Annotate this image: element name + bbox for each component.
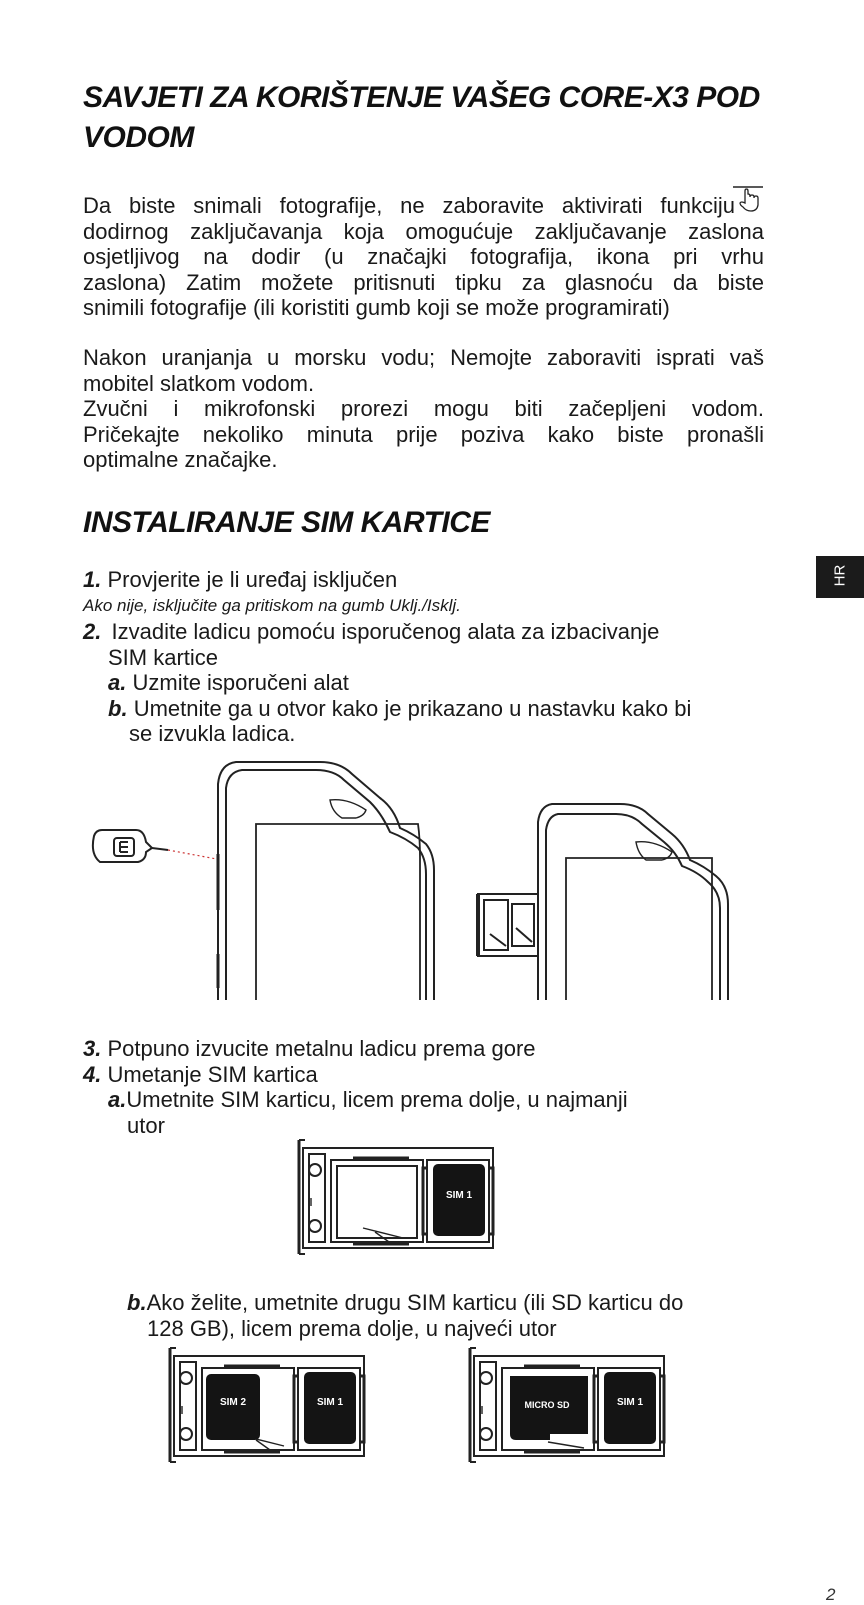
step-text: Potpuno izvucite metalnu ladicu prema gore [107, 1036, 536, 1061]
section-title-sim: INSTALIRANJE SIM KARTICE [83, 506, 490, 539]
substep-letter: b. [108, 695, 128, 721]
substep-text: Ako želite, umetnite drugu SIM karticu (ili SD karticu do [146, 1290, 684, 1315]
step-number: 3. [83, 1036, 102, 1061]
para1-line: dodirnog zaključavanja koja omogućuje zaključavanje zaslona [83, 218, 764, 244]
title-line-2: VODOM [83, 121, 194, 154]
step-number: 2. [83, 619, 102, 644]
substep-letter: b. [127, 1290, 147, 1315]
step-1 [83, 567, 783, 593]
phone-eject-illustration [80, 758, 760, 1004]
page-number: 2 [826, 1585, 836, 1604]
para1-line: osjetljivog na dodir (u značajki fotografija, ikona pri vrhu [83, 244, 764, 269]
phone-left [218, 762, 434, 1000]
para3-line: Zvučni i mikrofonski prorezi mogu biti začepljeni vodom. [83, 396, 764, 421]
step-2 [83, 619, 783, 747]
section-title-underwater [83, 78, 803, 158]
step-text: Izvadite ladicu pomoću isporučenog alata za izbacivanje [111, 619, 660, 644]
substep-text-cont: se izvukla ladica. [129, 721, 296, 746]
language-tab-label: HR [831, 564, 849, 587]
sim1-label: SIM 1 [316, 1397, 344, 1408]
step-text: Umetanje SIM kartica [107, 1061, 318, 1087]
substep-letter: a. [108, 1087, 127, 1112]
para1-line: snimili fotografije (ili koristiti gumb koji se može programirati) [83, 295, 670, 320]
sim1-card [604, 1372, 656, 1444]
step-3-4 [83, 1036, 783, 1138]
sim1-label: SIM 1 [445, 1190, 473, 1201]
sim-tray-dual-sim [164, 1346, 370, 1464]
step-number: 1. [83, 567, 102, 592]
touch-lock-icon [731, 185, 765, 213]
sim-tray-ejected [478, 894, 538, 956]
paragraph-photo-tips [83, 193, 764, 321]
para3-line: optimalne značajke. [83, 447, 278, 472]
substep-text: Uzmite isporučeni alat [132, 670, 349, 695]
sim2-label: SIM 2 [219, 1397, 247, 1408]
sim-tray-sd-sim [464, 1346, 670, 1464]
para2-line: mobitel slatkom vodom. [83, 370, 315, 396]
step-4b [127, 1290, 787, 1341]
step-text: Provjerite je li uređaj isključen [107, 567, 398, 592]
para2-line: Nakon uranjanja u morsku vodu; Nemojte zaboraviti isprati vaš [83, 345, 764, 370]
para1-line: Da biste snimali fotografije, ne zaboravite aktivirati funkciju [83, 193, 735, 218]
sim1-card [304, 1372, 356, 1444]
substep-text-cont: utor [127, 1112, 165, 1138]
step-number: 4. [83, 1061, 102, 1087]
sim-tray-single [293, 1138, 499, 1256]
para3-line: Pričekajte nekoliko minuta prije poziva kako biste pronašli [83, 421, 764, 447]
substep-text-cont: 128 GB), licem prema dolje, u najveći utor [147, 1315, 557, 1341]
language-tab [816, 556, 864, 598]
paragraph-rinse [83, 345, 764, 473]
substep-text: Umetnite SIM karticu, licem prema dolje, u najmanji [126, 1087, 628, 1112]
sim1-label: SIM 1 [616, 1397, 644, 1408]
substep-letter: a. [108, 670, 127, 695]
phone-right [538, 804, 728, 1000]
para1-line: zaslona) Zatim možete pritisnuti tipku za glasnoću da biste [83, 269, 764, 295]
substep-text: Umetnite ga u otvor kako je prikazano u nastavku kako bi [133, 695, 692, 721]
microsd-label: MICRO SD [524, 1400, 570, 1410]
step-text-cont: SIM kartice [108, 644, 219, 670]
step-1-note: Ako nije, isključite ga pritiskom na gumb Uklj./Isklj. [83, 596, 461, 615]
title-line-1: SAVJETI ZA KORIŠTENJE VAŠEG CORE-X3 POD [83, 81, 760, 114]
